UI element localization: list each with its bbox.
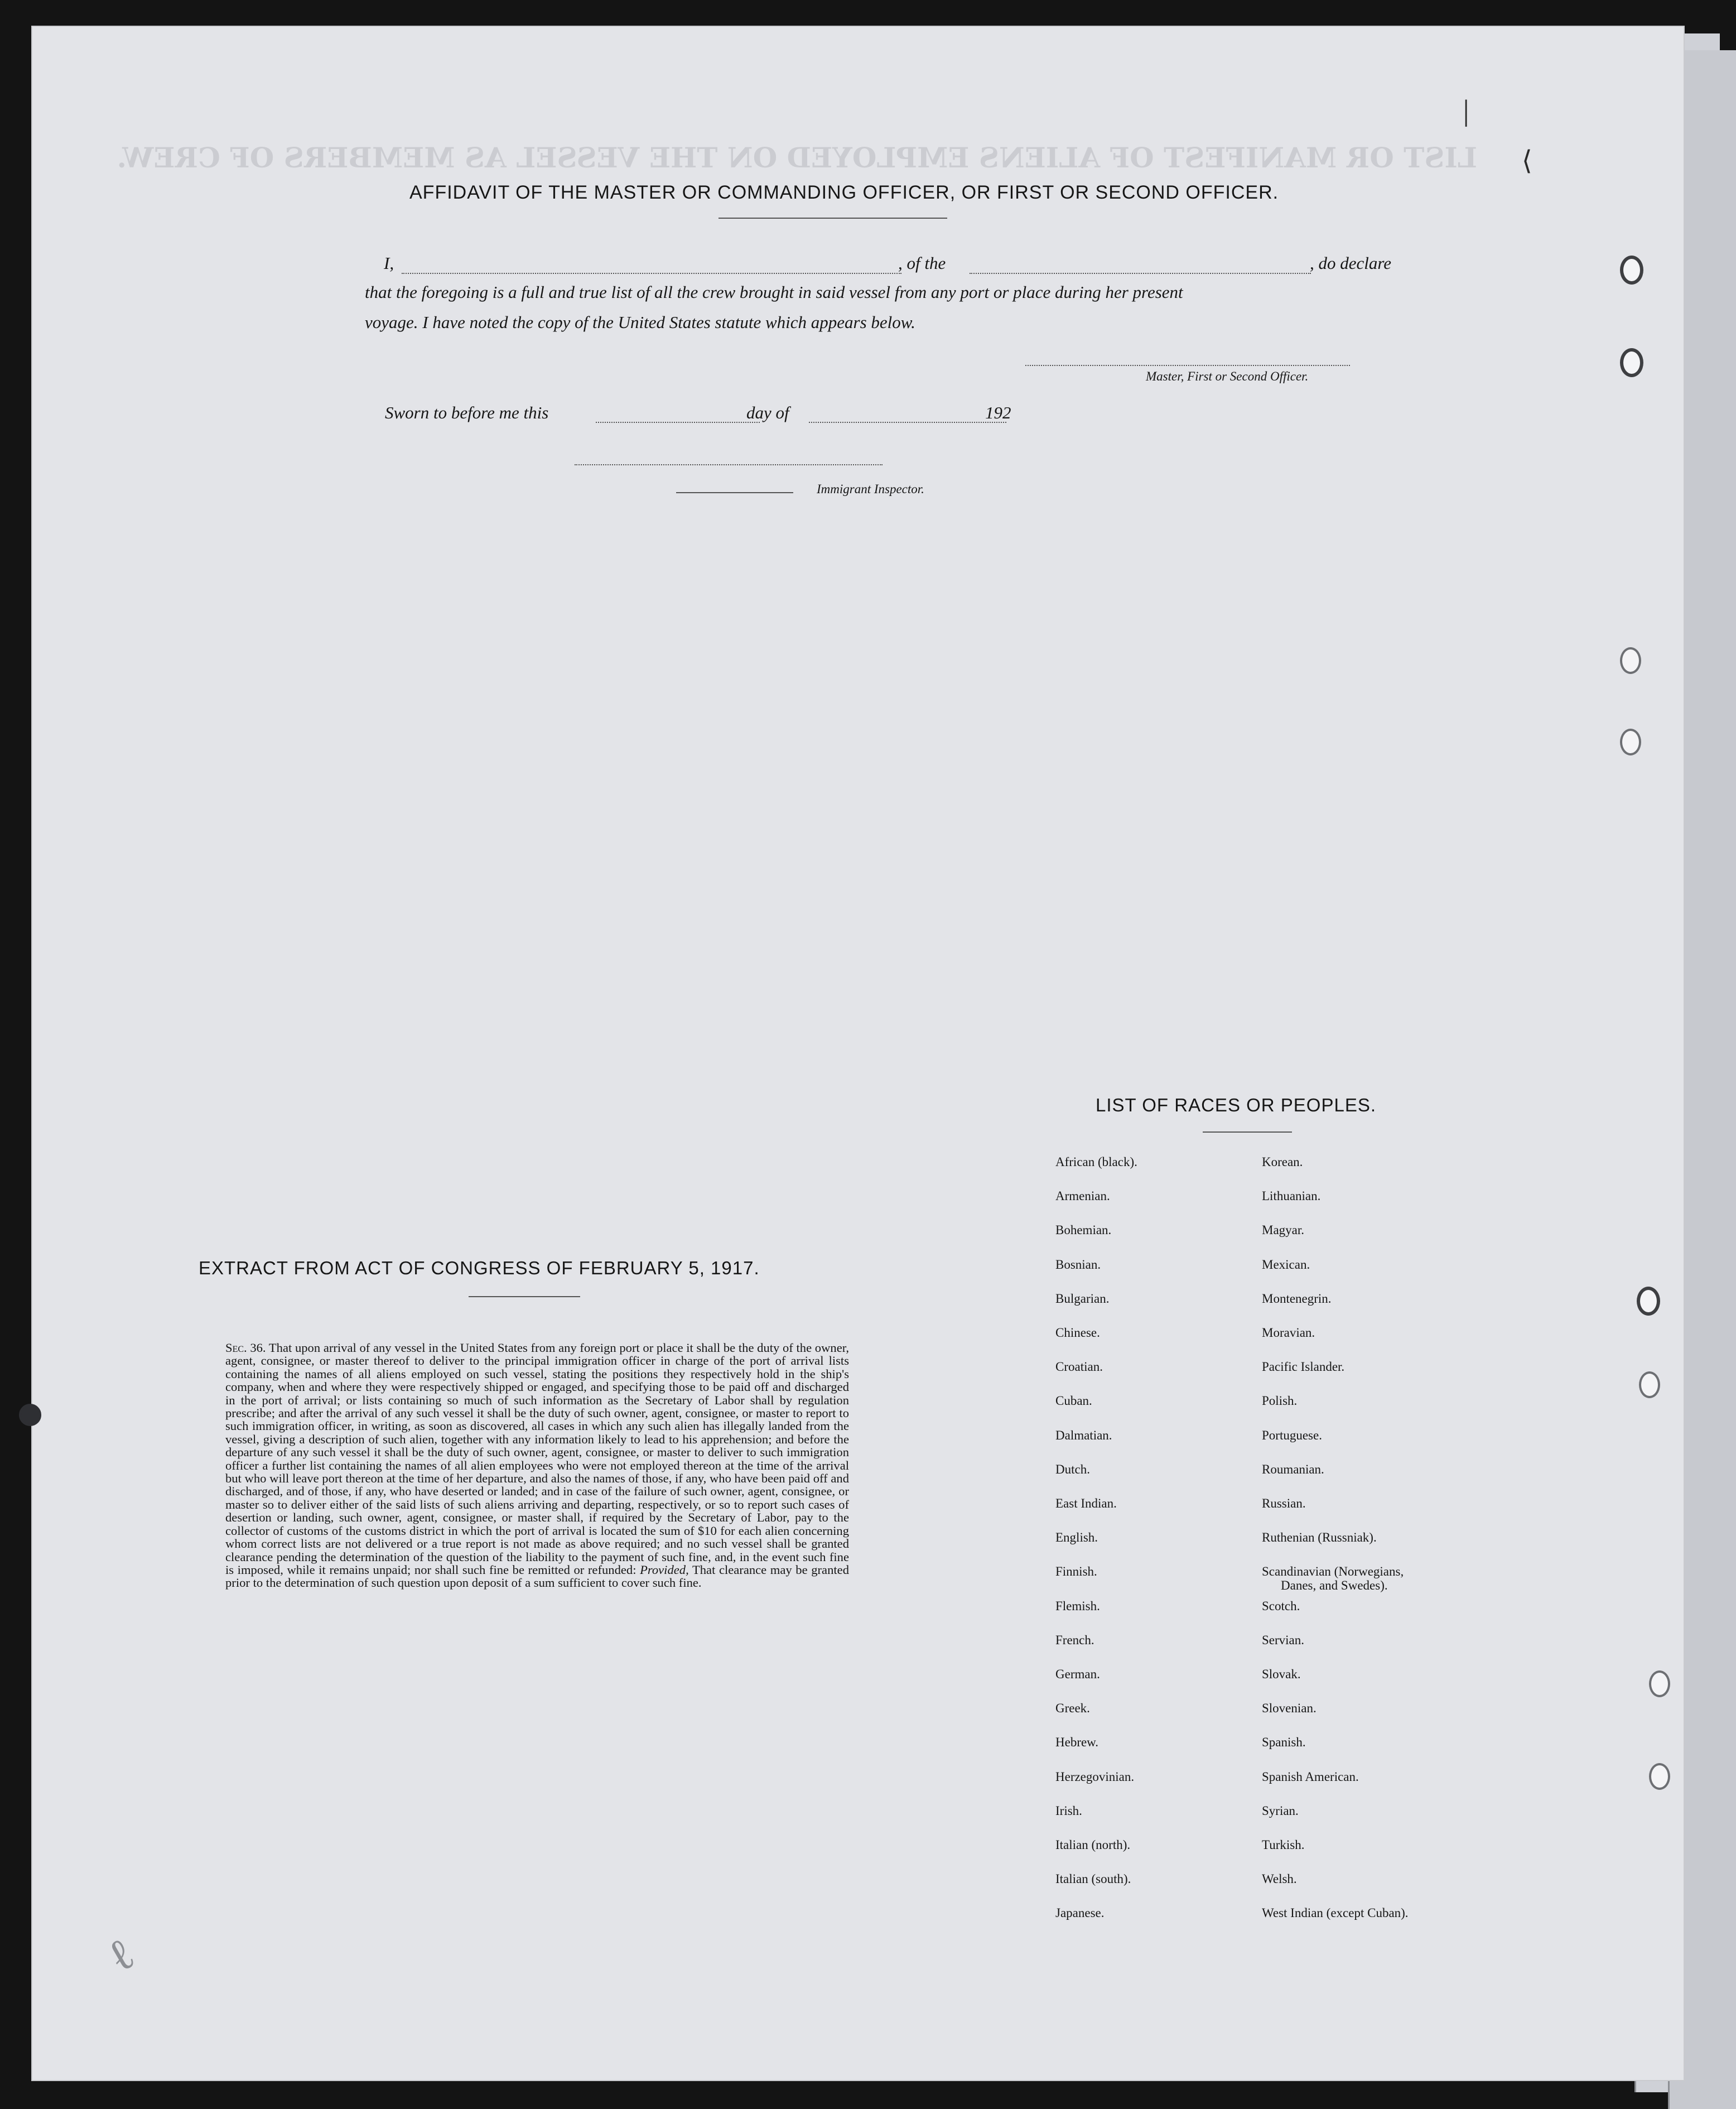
signature-caption: Master, First or Second Officer. bbox=[1146, 369, 1309, 383]
races-title-rule bbox=[1203, 1131, 1292, 1133]
race-item: Finnish. bbox=[1055, 1564, 1097, 1579]
sworn-day-of: day of bbox=[746, 403, 789, 422]
race-item-label: Welsh. bbox=[1262, 1872, 1297, 1886]
race-item-continuation: Danes, and Swedes). bbox=[1281, 1578, 1388, 1593]
race-item: Italian (north). bbox=[1055, 1838, 1131, 1852]
race-item bbox=[1262, 1428, 1322, 1442]
sworn-year: 192 bbox=[985, 403, 1011, 422]
race-item-label: Magyar. bbox=[1262, 1223, 1305, 1238]
race-item: African (black). bbox=[1055, 1155, 1137, 1169]
declaration-line-3: voyage. I have noted the copy of the United States statute which appears below. bbox=[365, 312, 915, 332]
declaration-of-the: , of the bbox=[898, 253, 946, 273]
race-item-label: Polish. bbox=[1262, 1394, 1298, 1408]
race-item-label: Turkish. bbox=[1262, 1838, 1305, 1852]
extract-title-rule bbox=[469, 1296, 580, 1297]
race-item-label: Ruthenian (Russniak). bbox=[1262, 1530, 1377, 1545]
race-item: Japanese. bbox=[1055, 1906, 1105, 1920]
vessel-field[interactable] bbox=[970, 273, 1311, 274]
signature-line bbox=[1025, 365, 1350, 366]
race-item bbox=[1262, 1155, 1303, 1169]
race-item bbox=[1262, 1804, 1299, 1818]
race-item: Croatian. bbox=[1055, 1360, 1103, 1374]
binder-hole bbox=[19, 1404, 41, 1426]
races-title: LIST OF RACES OR PEOPLES. bbox=[1096, 1095, 1377, 1115]
sworn-month-field[interactable] bbox=[809, 422, 1006, 423]
race-item: German. bbox=[1055, 1667, 1100, 1681]
pencil-mark: ⟨ bbox=[1522, 146, 1532, 176]
extract-text-part1: That upon arrival of any vessel in the United States from any foreign port or place it shall be the duty of the owner, agent, consignee, or master thereof to deliver to the principal immigration officer in charge of the port of arrival lists containing the names of all aliens employed on such vessel, stating the positions they respectively hold in the ship's company, when and where they were respectively shipped or engaged, and specifying those to be paid off and discharged in the port of arrival; or lists containing so much of such information as the Secretary of Labor shall by regulation prescribe; and after the arrival of any such vessel it shall be the duty of such owner, agent, consignee, or master to report to such immigration officer, in writing, as soon as discovered, all cases in which any such alien has illegally landed from the vessel, giving a description of such alien, together with any information likely to lead to his apprehension; and before the departure of any such vessel it shall be the duty of such owner, agent, consignee, or master to deliver to such immigration officer a further list containing the names of all alien employees who were not employed thereon at the time of the arrival but who will leave port thereon at the time of her departure, and also the names of those, if any, who have been paid off and discharged, and of those, if any, who have deserted or landed; and in case of the failure of such owner, agent, consignee, or master so to deliver either of the said lists of such aliens arriving and departing, respectively, or so to report such cases of desertion or landing, such owner, agent, consignee, or master shall, if required by the Secretary of Labor, pay to the collector of customs of the customs district in which the port of arrival is located the sum of $10 for each alien concerning whom correct lists are not delivered or a true report is not made as above required; and no such vessel shall be granted clearance pending the determination of the question of the liability to the payment of such fine, and, in the event such fine is imposed, while it remains unpaid; nor shall such fine be remitted or refunded: bbox=[225, 1341, 849, 1577]
race-item-label: Moravian. bbox=[1262, 1326, 1315, 1340]
race-item-label: Pacific Islander. bbox=[1262, 1360, 1345, 1374]
race-item-label: Russian. bbox=[1262, 1496, 1306, 1510]
race-item: East Indian. bbox=[1055, 1496, 1117, 1510]
race-item bbox=[1262, 1223, 1304, 1237]
race-item-label: Portuguese. bbox=[1262, 1428, 1322, 1442]
race-item: Greek. bbox=[1055, 1701, 1090, 1716]
race-item bbox=[1262, 1838, 1305, 1852]
race-item-label: Mexican. bbox=[1262, 1257, 1310, 1272]
race-item: Flemish. bbox=[1055, 1598, 1100, 1613]
race-item bbox=[1262, 1770, 1359, 1784]
extract-text-part2: That clearance may be granted prior to the determination of such question upon deposit of a sum sufficient to cover such fine. bbox=[225, 1562, 849, 1590]
pencil-mark: │ bbox=[1458, 100, 1474, 125]
race-item bbox=[1262, 1667, 1301, 1681]
race-item: Chinese. bbox=[1055, 1326, 1100, 1340]
race-item bbox=[1262, 1496, 1306, 1510]
race-item bbox=[1262, 1633, 1304, 1647]
race-item-label: Slovenian. bbox=[1262, 1701, 1317, 1716]
race-item-label: Syrian. bbox=[1262, 1803, 1299, 1818]
race-item bbox=[1262, 1462, 1324, 1476]
sworn-day-field[interactable] bbox=[596, 422, 760, 423]
binder-hole bbox=[1620, 729, 1641, 755]
race-item: Armenian. bbox=[1055, 1189, 1110, 1203]
race-item bbox=[1262, 1530, 1377, 1544]
race-item-label: Roumanian. bbox=[1262, 1462, 1324, 1476]
race-item: Cuban. bbox=[1055, 1394, 1092, 1408]
race-item bbox=[1262, 1394, 1297, 1408]
extract-title: EXTRACT FROM ACT OF CONGRESS OF FEBRUARY 5, 1917. bbox=[199, 1258, 760, 1278]
race-item-label: Korean. bbox=[1262, 1155, 1303, 1169]
race-item: Bulgarian. bbox=[1055, 1291, 1110, 1306]
race-item: Dalmatian. bbox=[1055, 1428, 1112, 1442]
inspector-short-line bbox=[676, 492, 793, 493]
race-item: Bohemian. bbox=[1055, 1223, 1112, 1238]
binder-hole bbox=[1637, 1287, 1660, 1316]
bleed-through-header: LIST OR MANIFEST OF ALIENS EMPLOYED ON THE VESSEL AS MEMBERS OF CREW. bbox=[117, 141, 1477, 174]
race-item-label: Lithuanian. bbox=[1262, 1189, 1321, 1203]
race-item bbox=[1262, 1872, 1297, 1886]
race-item bbox=[1262, 1906, 1409, 1920]
race-item-label: Servian. bbox=[1262, 1633, 1305, 1647]
race-item-label: West Indian (except Cuban). bbox=[1262, 1906, 1409, 1920]
race-item-label: Slovak. bbox=[1262, 1667, 1301, 1681]
race-item: French. bbox=[1055, 1633, 1094, 1647]
race-item-label: Scandinavian (Norwegians, bbox=[1262, 1564, 1404, 1579]
race-item: Irish. bbox=[1055, 1803, 1082, 1818]
race-item bbox=[1262, 1735, 1306, 1749]
race-item: Herzegovinian. bbox=[1055, 1769, 1135, 1784]
race-item: Hebrew. bbox=[1055, 1735, 1099, 1750]
sworn-prefix: Sworn to before me this bbox=[385, 403, 549, 422]
binder-hole bbox=[1649, 1670, 1670, 1697]
race-item-label: Scotch. bbox=[1262, 1598, 1300, 1613]
section-label: Sec. 36. bbox=[225, 1341, 266, 1355]
affidavit-title: AFFIDAVIT OF THE MASTER OR COMMANDING OFFICER, OR FIRST OR SECOND OFFICER. bbox=[409, 182, 1279, 203]
race-item: Italian (south). bbox=[1055, 1872, 1131, 1886]
race-item bbox=[1262, 1564, 1404, 1592]
race-item-label: Spanish American. bbox=[1262, 1769, 1359, 1784]
race-item: Bosnian. bbox=[1055, 1257, 1101, 1272]
extract-body bbox=[225, 1341, 849, 1590]
race-item: Dutch. bbox=[1055, 1462, 1090, 1476]
race-item bbox=[1262, 1258, 1310, 1272]
provided-label: Provided, bbox=[640, 1562, 689, 1577]
race-item bbox=[1262, 1599, 1300, 1613]
race-item-label: Montenegrin. bbox=[1262, 1291, 1332, 1306]
race-item bbox=[1262, 1360, 1344, 1374]
binder-hole bbox=[1620, 348, 1643, 377]
document-page bbox=[32, 27, 1684, 2080]
race-item bbox=[1262, 1189, 1320, 1203]
name-field[interactable] bbox=[402, 273, 901, 274]
pencil-mark: ℓ bbox=[99, 1929, 143, 1982]
race-item: English. bbox=[1055, 1530, 1098, 1545]
binder-hole bbox=[1649, 1763, 1670, 1790]
race-item bbox=[1262, 1701, 1317, 1715]
race-item bbox=[1262, 1292, 1332, 1306]
race-item bbox=[1262, 1326, 1315, 1340]
declaration-line-2: that the foregoing is a full and true list of all the crew brought in said vessel from any port or place during her present bbox=[365, 282, 1183, 302]
inspector-signature-line bbox=[575, 464, 883, 465]
declaration-i: I, bbox=[384, 253, 394, 273]
inspector-caption: Immigrant Inspector. bbox=[817, 482, 924, 496]
binder-hole bbox=[1620, 256, 1643, 285]
binder-hole bbox=[1620, 647, 1641, 674]
race-item-label: Spanish. bbox=[1262, 1735, 1306, 1750]
binder-hole bbox=[1639, 1371, 1660, 1398]
title-rule bbox=[718, 218, 947, 219]
declaration-do-declare: , do declare bbox=[1310, 253, 1392, 273]
